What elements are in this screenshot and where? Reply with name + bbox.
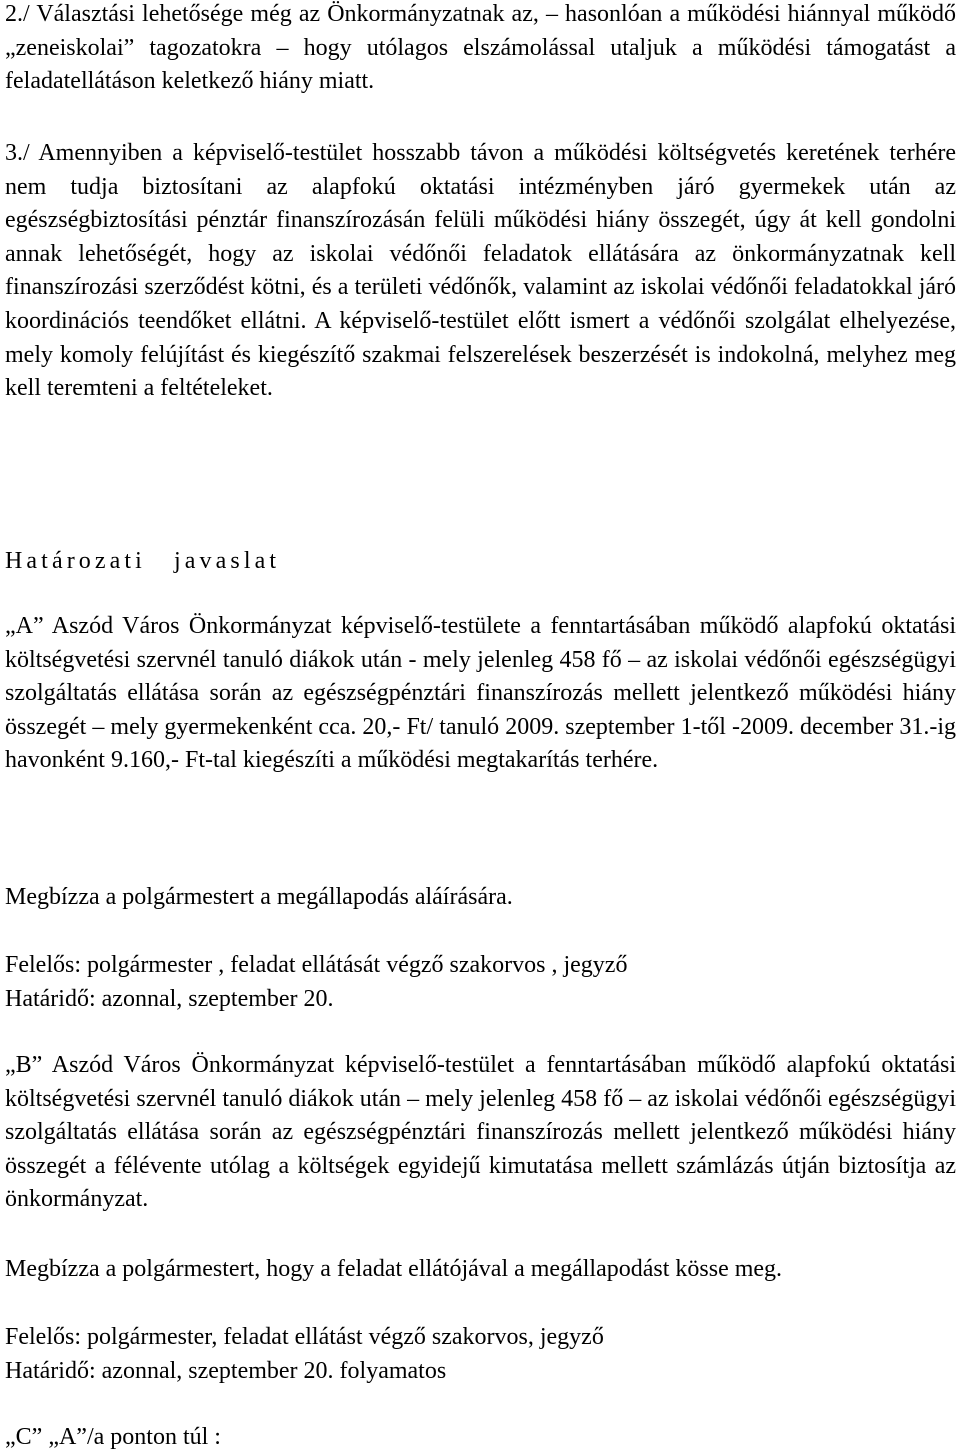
option-b-mandate: Megbízza a polgármestert, hogy a feladat ellátójával a megállapodást kösse meg. <box>5 1256 783 1282</box>
option-a-responsible: Felelős: polgármester , feladat ellátását végző szakorvos , jegyző <box>5 952 628 978</box>
option-a-text: „A” Aszód Város Önkormányzat képviselő-testülete a fenntartásában működő alapfokú oktatási költségvetési szervnél tanuló diákok után - mely jelenleg 458 fő – az iskolai védőnői egészségügyi szolgáltatás ellátása során az egészségpénztári finanszírozás mellett jelentkező működési hiány összegét – mely gyermekenként cca. 20,- Ft/ tanuló 2009. szeptember 1-től -2009. december 31.-ig havonként 9.160,- Ft-tal kiegészíti a működési megtakarítás terhére. <box>5 613 956 774</box>
option-b-deadline: Határidő: azonnal, szeptember 20. folyamatos <box>5 1358 447 1384</box>
option-a-deadline: Határidő: azonnal, szeptember 20. <box>5 986 334 1012</box>
resolution-heading: Határozati javaslat <box>5 548 281 574</box>
paragraph-2: 2./ Választási lehetősége még az Önkormányzatnak az, – hasonlóan a működési hiánnyal működő „zeneiskolai” tagozatokra – hogy utólagos elszámolással utaljuk a működési támogatást a feladatellátáson keletkező hiány miatt. <box>5 1 956 95</box>
option-c-text: „C” „A”/a ponton túl : <box>5 1424 221 1450</box>
option-b-text: „B” Aszód Város Önkormányzat képviselő-testület a fenntartásában működő alapfokú oktatási költségvetési szervnél tanuló diákok után – mely jelenleg 458 fő – az iskolai védőnői egészségügyi szolgáltatás ellátása során az egészségpénztári finanszírozás mellett jelentkező működési hiány összegét a félévente utólag a költségek egyidejű kimutatása mellett számlázás útján biztosítja az önkormányzat. <box>5 1052 956 1213</box>
paragraph-3: 3./ Amennyiben a képviselő-testület hosszabb távon a működési költségvetés keretének terhére nem tudja biztosítani az alapfokú oktatási intézményben járó gyermekek után az egészségbiztosítási pénztár finanszírozásán felüli működési hiány összegét, úgy át kell gondolni annak lehetőségét, hogy az iskolai védőnői feladatok ellátására az önkormányzatnak kell finanszírozási szerződést kötni, és a területi védőnők, valamint az iskolai védőnői feladatokkal járó koordinációs teendőket ellátni. A képviselő-testület előtt ismert a védőnői szolgálat elhelyezése, mely komoly felújítást és kiegészítő szakmai felszerelések beszerzését is indokolná, melyhez meg kell teremteni a feltételeket. <box>5 140 956 402</box>
option-b-responsible: Felelős: polgármester, feladat ellátást végző szakorvos, jegyző <box>5 1324 604 1350</box>
option-a-mandate: Megbízza a polgármestert a megállapodás aláírására. <box>5 884 513 910</box>
